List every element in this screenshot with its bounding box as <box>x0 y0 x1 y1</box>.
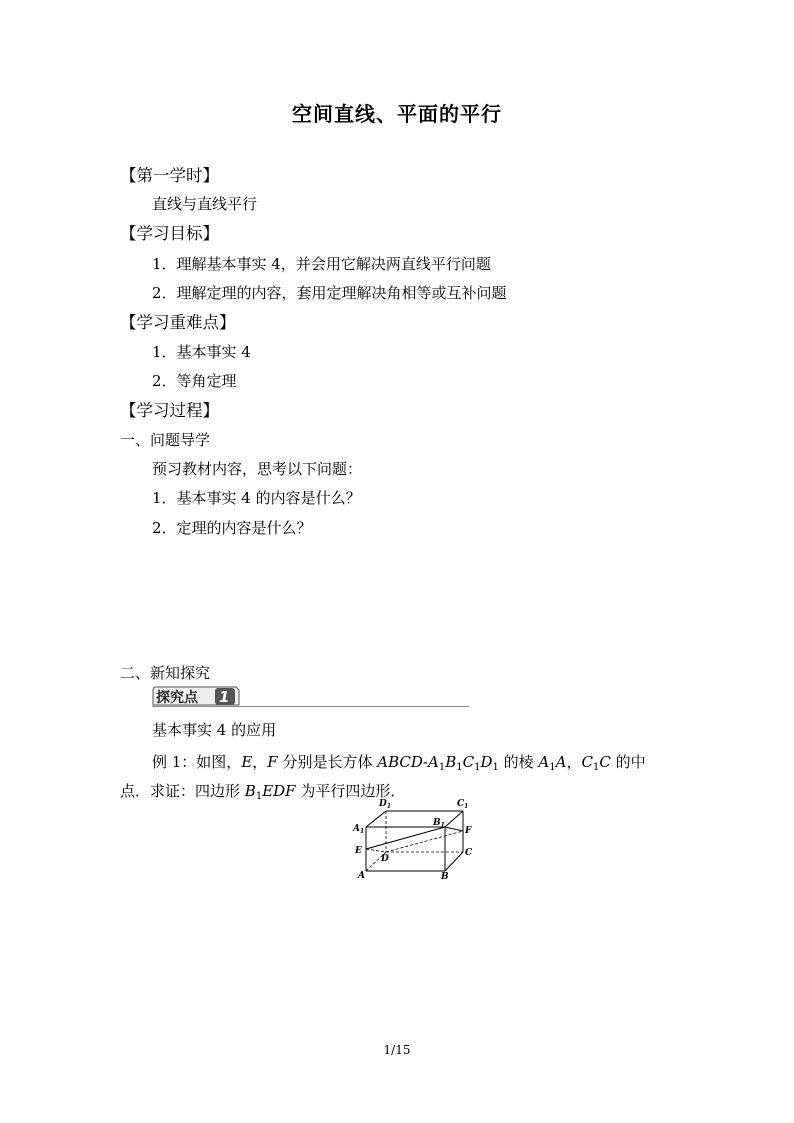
question-item: 1．基本事实 4 的内容是什么？ <box>152 489 361 507</box>
section-period-header: 【第一学时】 <box>120 166 219 185</box>
cuboid-figure <box>352 798 484 882</box>
part2-heading: 二、新知探究 <box>120 664 211 682</box>
part1-intro: 预习教材内容，思考以下问题： <box>152 460 363 478</box>
label-B: B <box>441 872 449 882</box>
label-A: A <box>358 871 365 881</box>
explore-point-badge <box>152 686 240 706</box>
part1-heading: 一、问题导学 <box>120 431 211 449</box>
label-D1: D <box>379 799 387 809</box>
badge-text: 探究点 <box>156 690 198 706</box>
keypoint-item: 2．等角定理 <box>152 372 237 390</box>
label-A1: A <box>353 824 360 834</box>
label-F: F <box>465 826 472 836</box>
label-B1: B <box>433 818 441 828</box>
section-goals-header: 【学习目标】 <box>120 224 219 243</box>
question-item: 2．定理的内容是什么？ <box>152 519 312 537</box>
label-C1: C <box>457 799 465 809</box>
label-C: C <box>465 848 473 858</box>
example-line-2: 点．求证：四边形 $B_1EDF$ 为平行四边形． <box>120 782 406 802</box>
svg-text:A1: $A_1$ <box>353 824 365 835</box>
keypoint-item: 1．基本事实 4 <box>152 343 251 361</box>
label-D: D <box>381 854 389 864</box>
cuboid-diagram <box>352 798 484 882</box>
svg-text:C1: $C_1$ <box>457 799 469 810</box>
period-topic: 直线与直线平行 <box>152 195 258 213</box>
goal-item: 2．理解定理的内容，套用定理解决角相等或互补问题 <box>152 284 507 302</box>
example-line-1: 例 1：如图，E，F 分别是长方体 ABCD-$A_1B_1C_1D_1$ 的棱 $A_1A$，$C_1C$ 的中 <box>152 753 646 773</box>
page-number: 1/15 <box>383 1043 411 1057</box>
label-E: E <box>355 846 362 856</box>
part2-topic: 基本事实 4 的应用 <box>152 721 277 739</box>
section-keypoints-header: 【学习重难点】 <box>120 313 236 332</box>
goal-item: 1．理解基本事实 4，并会用它解决两直线平行问题 <box>152 255 491 273</box>
badge-number: 1 <box>219 688 230 706</box>
svg-text:D1: $D_1$ <box>379 799 391 810</box>
badge-shape <box>152 686 240 706</box>
svg-text:B1: $B_1$ <box>433 818 445 829</box>
page-title: 空间直线、平面的平行 <box>292 102 502 126</box>
section-process-header: 【学习过程】 <box>120 401 219 420</box>
badge-divider <box>152 706 469 707</box>
